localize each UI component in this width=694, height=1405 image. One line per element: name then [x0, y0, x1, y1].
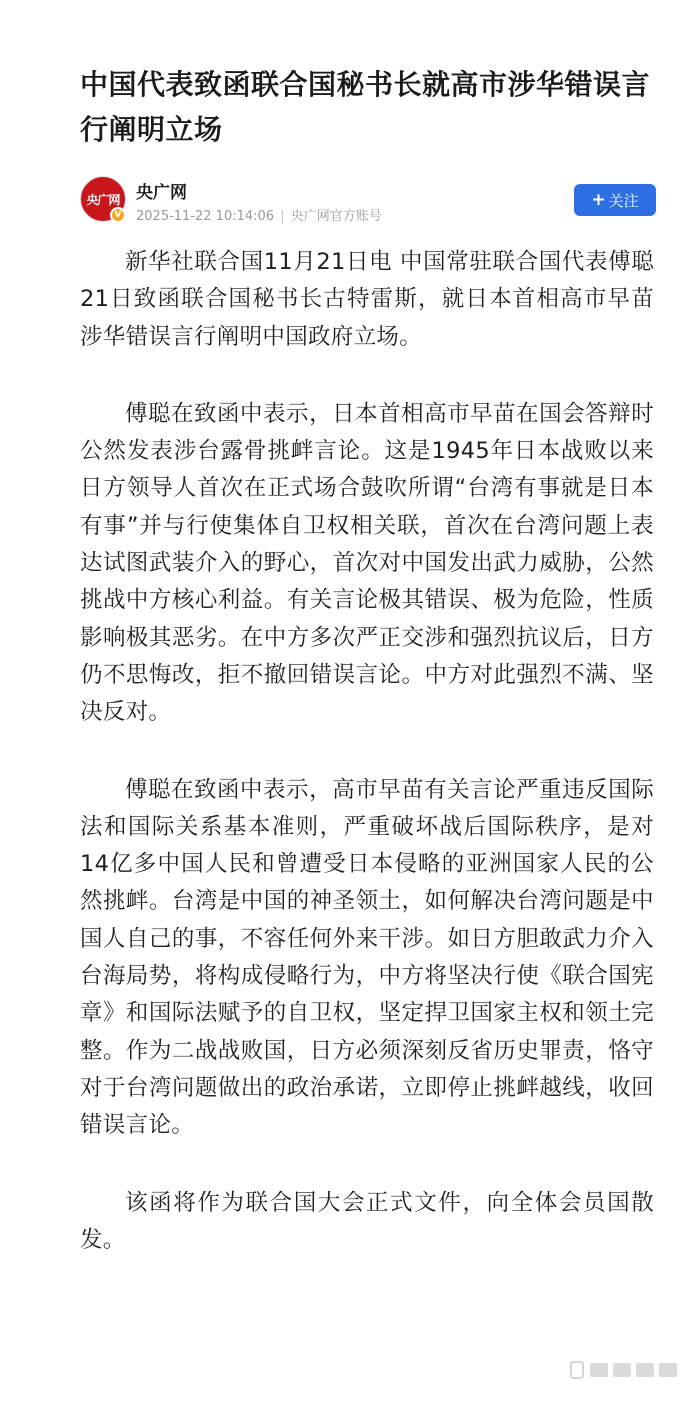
verified-badge-icon: V [110, 207, 126, 223]
watermark-phone-icon [570, 1361, 584, 1379]
watermark-text-blocks [590, 1363, 677, 1377]
follow-label: 关注 [608, 191, 639, 210]
watermark-logo [570, 1353, 680, 1387]
plus-icon: + [591, 189, 606, 210]
article-paragraph: 傅聪在致函中表示，日本首相高市早苗在国会答辩时公然发表涉台露骨挑衅言论。这是1945年日本战败以来日方领导人首次在正式场合鼓吹所谓“台湾有事就是日本有事”并与行使集体自卫权相关联，首次在台湾问题上表达试图武装介入的野心，首次对中国发出武力威胁，公然挑战中方核心利益。有关言论极其错误、极为危险，性质影响极其恶劣。在中方多次严正交涉和强烈抗议后，日方仍不思悔改，拒不撤回错误言论。中方对此强烈不满、坚决反对。 [80, 400, 654, 726]
post-meta [136, 205, 382, 224]
author-source: 央广网官方账号 [290, 209, 382, 224]
meta-separator: | [280, 209, 285, 224]
article-title: 中国代表致函联合国秘书长就高市涉华错误言行阐明立场 [80, 68, 651, 146]
follow-button[interactable] [574, 184, 656, 216]
avatar-logo-text: 央广网 [86, 192, 120, 207]
author-row [80, 176, 660, 228]
article-paragraph: 傅聪在致函中表示，高市早苗有关言论严重违反国际法和国际关系基本准则，严重破坏战后国际秩序，是对14亿多中国人民和曾遭受日本侵略的亚洲国家人民的公然挑衅。台湾是中国的神圣领土，如何解决台湾问题是中国人自己的事，不容任何外来干涉。如日方胆敢武力介入台海局势，将构成侵略行为，中方将坚决行使《联合国宪章》和国际法赋予的自卫权，坚定捍卫国家主权和领土完整。作为二战战败国，日方必须深刻反省历史罪责，恪守对于台湾问题做出的政治承诺，立即停止挑衅越线，收回错误言论。 [80, 776, 654, 1139]
post-date: 2025-11-22 10:14:06 [136, 209, 275, 224]
author-name[interactable]: 央广网 [136, 183, 187, 203]
article-paragraph: 新华社联合国11月21日电 中国常驻联合国代表傅聪21日致函联合国秘书长古特雷斯，就日本首相高市早苗涉华错误言行阐明中国政府立场。 [80, 249, 654, 350]
article-paragraph: 该函将作为联合国大会正式文件，向全体会员国散发。 [80, 1189, 654, 1253]
article-body [80, 244, 654, 1299]
